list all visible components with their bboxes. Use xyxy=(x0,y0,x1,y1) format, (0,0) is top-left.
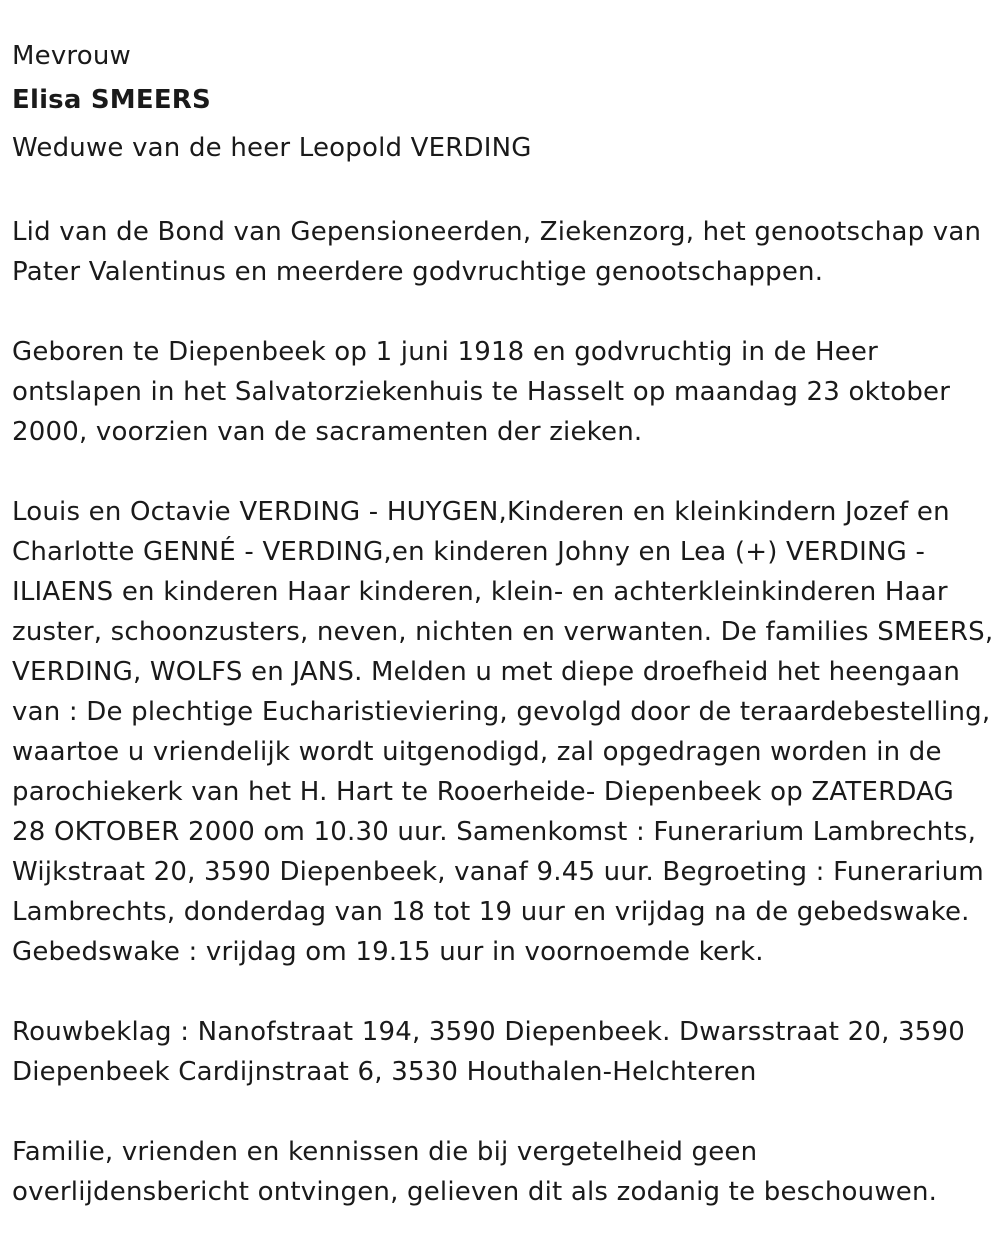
paragraph-line: Familie, vrienden en kennissen die bij vergetelheid geen xyxy=(12,1137,758,1167)
paragraph-line: Rouwbeklag : Nanofstraat 194, 3590 Diepenbeek. Dwarsstraat 20, 3590 xyxy=(12,1017,966,1047)
paragraph-condolences xyxy=(12,1012,997,1092)
paragraph-line: Charlotte GENNÉ - VERDING,en kinderen Johny en Lea (+) VERDING - xyxy=(12,537,926,567)
paragraph-line: Wijkstraat 20, 3590 Diepenbeek, vanaf 9.45 uur. Begroeting : Funerarium xyxy=(12,857,984,887)
paragraph-line: Louis en Octavie VERDING - HUYGEN,Kinderen en kleinkindern Jozef en xyxy=(12,497,950,527)
paragraph-line: Lid van de Bond van Gepensioneerden, Ziekenzorg, het genootschap van xyxy=(12,217,982,247)
paragraph-birth-death xyxy=(12,332,997,452)
paragraph-line: VERDING, WOLFS en JANS. Melden u met diepe droefheid het heengaan xyxy=(12,657,961,687)
paragraph-family-ceremony xyxy=(12,492,997,972)
paragraph-line: Pater Valentinus en meerdere godvruchtige genootschappen. xyxy=(12,257,824,287)
paragraph-line: 28 OKTOBER 2000 om 10.30 uur. Samenkomst : Funerarium Lambrechts, xyxy=(12,817,977,847)
paragraph-line: Gebedswake : vrijdag om 19.15 uur in voornoemde kerk. xyxy=(12,937,764,967)
paragraph-line: 2000, voorzien van de sacramenten der zieken. xyxy=(12,417,643,447)
paragraph-line: ontslapen in het Salvatorziekenhuis te Hasselt op maandag 23 oktober xyxy=(12,377,951,407)
paragraph-line: ILIAENS en kinderen Haar kinderen, klein- en achterkleinkinderen Haar xyxy=(12,577,948,607)
paragraph-line: Lambrechts, donderdag van 18 tot 19 uur en vrijdag na de gebedswake. xyxy=(12,897,970,927)
paragraph-line: van : De plechtige Eucharistieviering, gevolgd door de teraardebestelling, xyxy=(12,697,991,727)
paragraph-line: Diepenbeek Cardijnstraat 6, 3530 Houthalen-Helchteren xyxy=(12,1057,757,1087)
paragraph-memberships xyxy=(12,212,997,292)
paragraph-line: overlijdensbericht ontvingen, gelieven dit als zodanig te beschouwen. xyxy=(12,1177,938,1207)
paragraph-line: Geboren te Diepenbeek op 1 juni 1918 en godvruchtig in de Heer xyxy=(12,337,879,367)
deceased-name: Elisa SMEERS xyxy=(12,85,211,115)
paragraph-line: zuster, schoonzusters, neven, nichten en verwanten. De families SMEERS, xyxy=(12,617,994,647)
salutation: Mevrouw xyxy=(12,41,131,71)
paragraph-notice xyxy=(12,1132,997,1212)
relation-line: Weduwe van de heer Leopold VERDING xyxy=(12,133,532,163)
paragraph-line: parochiekerk van het H. Hart te Rooerheide- Diepenbeek op ZATERDAG xyxy=(12,777,954,807)
paragraph-line: waartoe u vriendelijk wordt uitgenodigd, zal opgedragen worden in de xyxy=(12,737,942,767)
obituary-document xyxy=(12,36,997,1252)
